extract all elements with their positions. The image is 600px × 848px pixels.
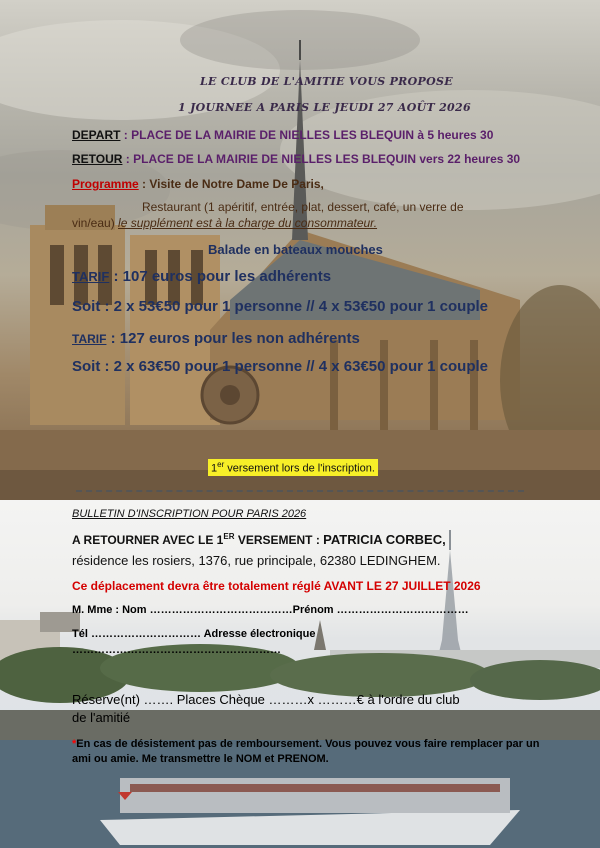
tarif-nonmembers: : 127 euros pour les non adhérents bbox=[106, 330, 360, 347]
event-title: 1 JOURNEE A PARIS LE JEUDI 27 AOÛT 2026 bbox=[178, 101, 471, 114]
phone-email-field[interactable]: Tél ………………………… Adresse électronique bbox=[72, 628, 316, 640]
programme-item-restaurant-cont bbox=[72, 216, 377, 230]
tarif-label-2: TARIF bbox=[72, 332, 107, 346]
reservation-field[interactable]: Réserve(nt) ……. Places Chèque ………x ………€ à l'ordre du club bbox=[72, 692, 460, 707]
return-sup: ER bbox=[223, 532, 235, 541]
tarif-members-line bbox=[72, 268, 331, 286]
disclaimer-text: En cas de désistement pas de remboursement. Vous pouvez vous faire remplacer par un ami ou amie. Me transmettre le NOM et PRENOM. bbox=[72, 738, 540, 765]
email-field[interactable]: ………………………………………………… bbox=[72, 644, 281, 656]
supplement-note: le supplément est à la charge du consommateur. bbox=[118, 216, 378, 230]
contact-name: PATRICIA CORBEC, bbox=[323, 532, 446, 547]
programme-item-visit: : Visite de Notre Dame De Paris, bbox=[138, 177, 324, 191]
programme-label: Programme bbox=[72, 177, 139, 191]
tarif-label: TARIF bbox=[72, 269, 110, 284]
note-sup: er bbox=[217, 460, 225, 469]
return-suffix: VERSEMENT : bbox=[234, 533, 324, 547]
note-number: 1 bbox=[211, 462, 218, 475]
depart-value: : PLACE DE LA MAIRIE DE NIELLES LES BLEQUIN à 5 heures 30 bbox=[120, 128, 494, 142]
payment-deadline: Ce déplacement devra être totalement réglé AVANT LE 27 JUILLET 2026 bbox=[72, 579, 481, 593]
return-instructions bbox=[72, 532, 446, 547]
name-field[interactable]: M. Mme : Nom …………………………………Prénom ……………………………… bbox=[72, 604, 469, 616]
return-prefix: A RETOURNER AVEC LE 1 bbox=[72, 533, 224, 547]
cancellation-disclaimer bbox=[72, 737, 542, 767]
retour-line bbox=[72, 150, 520, 168]
programme-line bbox=[72, 175, 324, 193]
restaurant-wine: vin/eau) bbox=[72, 216, 119, 230]
programme-item-restaurant: Restaurant (1 apéritif, entrée, plat, dessert, café, un verre de bbox=[142, 200, 464, 214]
contact-address: résidence les rosiers, 1376, rue principale, 62380 LEDINGHEM. bbox=[72, 553, 441, 568]
disclaimer-star: * bbox=[72, 738, 77, 750]
tarif-members-detail: Soit : 2 x 53€50 pour 1 personne // 4 x 53€50 pour 1 couple bbox=[72, 298, 488, 315]
programme-item-boat: Balade en bateaux mouches bbox=[208, 242, 383, 257]
bulletin-title: BULLETIN D'INSCRIPTION POUR PARIS 2026 bbox=[72, 508, 307, 520]
first-payment-note bbox=[208, 459, 378, 476]
reservation-club: de l'amitié bbox=[72, 710, 131, 725]
retour-value: : PLACE DE LA MAIRIE DE NIELLES LES BLEQUIN vers 22 heures 30 bbox=[122, 152, 521, 166]
retour-label: RETOUR bbox=[72, 152, 123, 166]
club-heading: LE CLUB DE L'AMITIE VOUS PROPOSE bbox=[200, 75, 453, 88]
cut-line bbox=[76, 490, 524, 492]
tarif-nonmembers-detail: Soit : 2 x 63€50 pour 1 personne // 4 x 63€50 pour 1 couple bbox=[72, 358, 488, 375]
depart-line bbox=[72, 126, 493, 144]
note-text: versement lors de l'inscription. bbox=[224, 462, 375, 475]
tarif-members: : 107 euros pour les adhérents bbox=[109, 268, 332, 285]
depart-label: DEPART bbox=[72, 128, 121, 142]
tarif-nonmembers-line bbox=[72, 330, 360, 348]
